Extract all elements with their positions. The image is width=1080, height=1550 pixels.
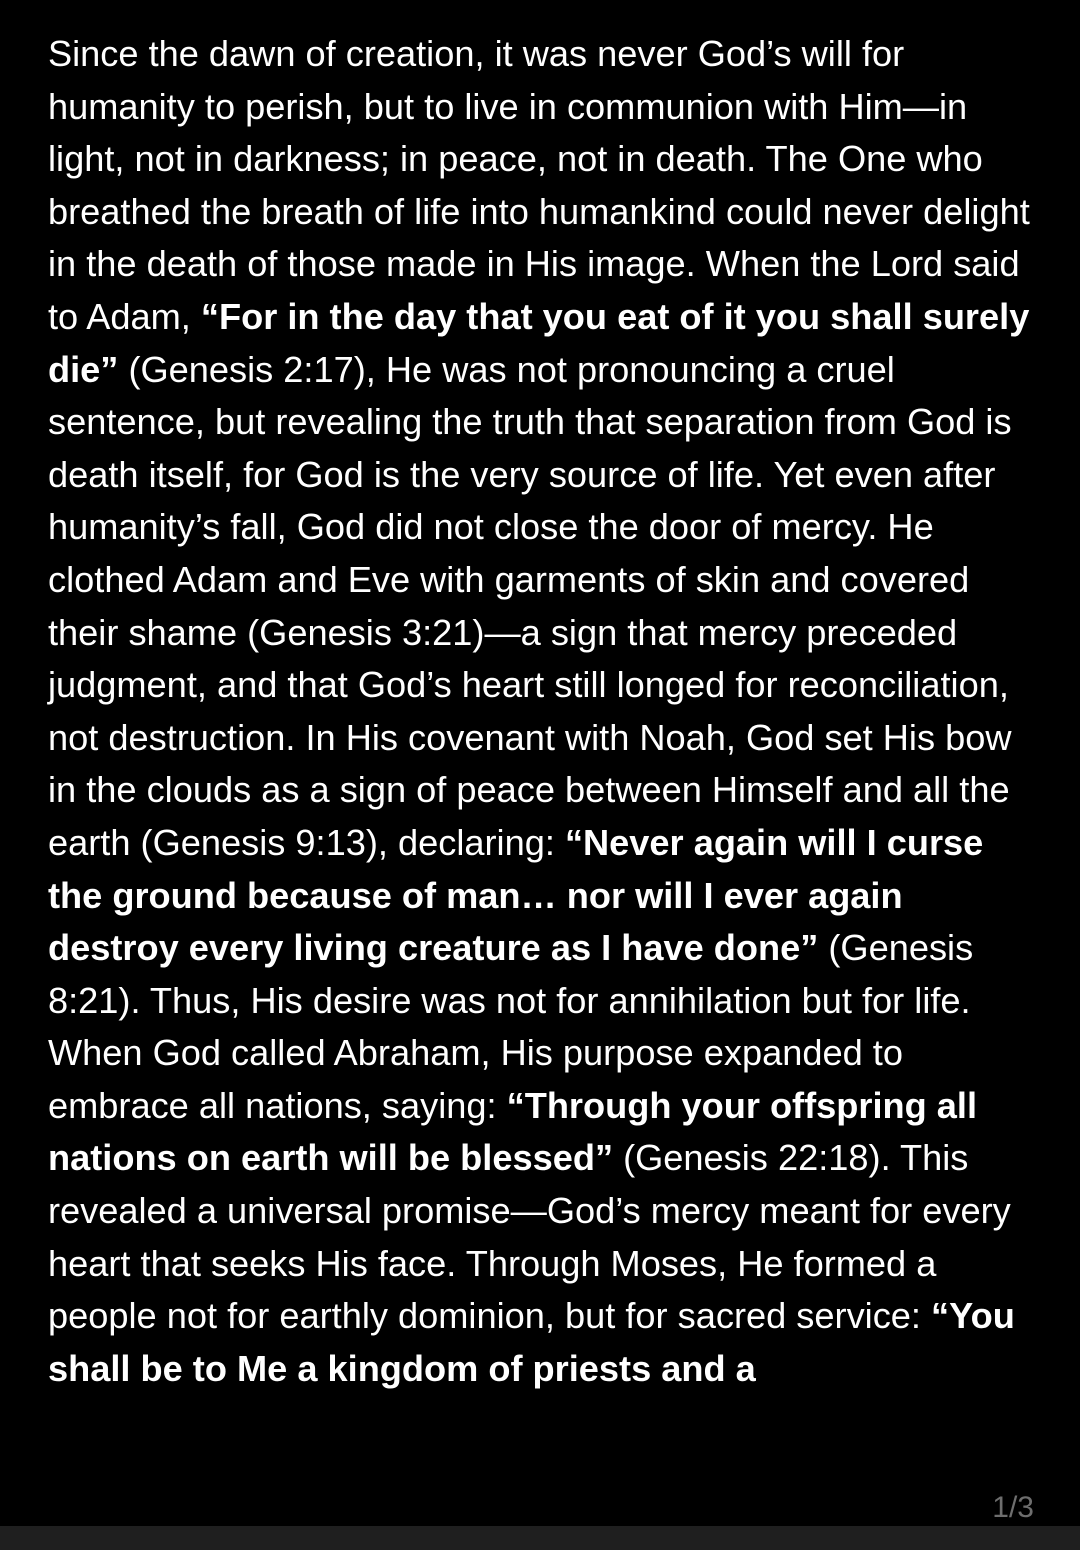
- scripture-quote: “You shall be to Me a kingdom of priests and a: [48, 1295, 1015, 1389]
- scripture-quote: “For in the day that you eat of it you shall surely die”: [48, 295, 1030, 390]
- reader-text-body: [48, 28, 1038, 1395]
- page-indicator: 1/3: [992, 1491, 1034, 1524]
- scripture-quote: “Through your offspring all nations on earth will be blessed”: [48, 1084, 978, 1179]
- scripture-quote: “Never again will I curse the ground because of man… nor will I ever again destroy every living creature as I have done”: [48, 821, 984, 969]
- bottom-navigation-bar[interactable]: [0, 1526, 1080, 1550]
- reader-text-segment: (Genesis 22:18). This revealed a universal promise—God’s mercy meant for every heart that seeks His face. Through Moses, He formed a people not for earthly dominion, but for sacred service:: [48, 1137, 1011, 1337]
- reader-text-segment: (Genesis 8:21). Thus, His desire was not for annihilation but for life. When God called Abraham, His purpose expanded to embrace all nations, saying:: [48, 927, 974, 1126]
- reader-text-segment: (Genesis 2:17), He was not pronouncing a cruel sentence, but revealing the truth that separation from God is death itself, for God is the very source of life. Yet even after humanity’s fall, God did not close the door of mercy. He clothed Adam and Eve with garments of skin and covered their shame (Genesis 3:21)—a sign that mercy preceded judgment, and that God’s heart still longed for reconciliation, not destruction. In His covenant with Noah, God set His bow in the clouds as a sign of peace between Himself and all the earth (Genesis 9:13), declaring:: [48, 348, 1012, 863]
- reader-text-segment: Since the dawn of creation, it was never God’s will for humanity to perish, but to live in communion with Him—in light, not in darkness; in peace, not in death. The One who breathed the breath of life into humankind could never delight in the death of those made in His image. When the Lord said to Adam,: [48, 33, 1030, 337]
